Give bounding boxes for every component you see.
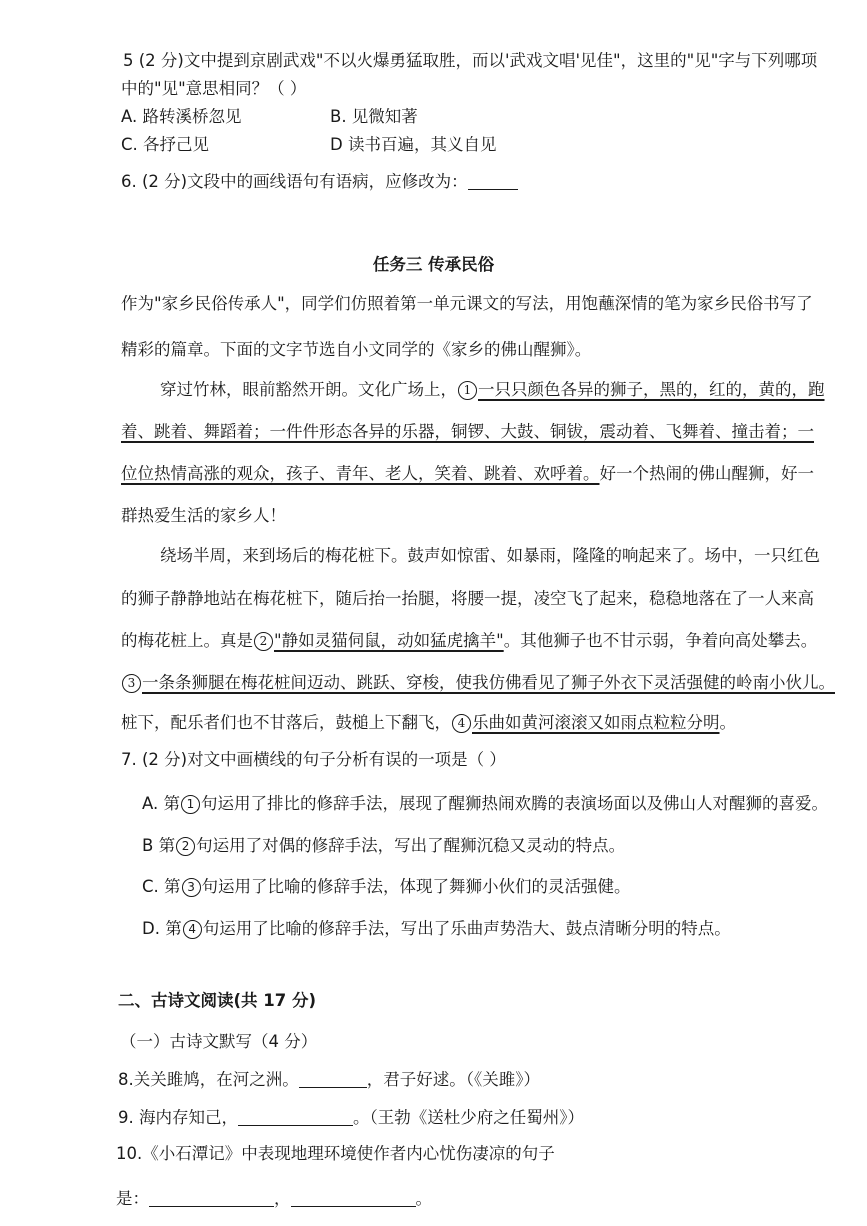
q10-period: 。	[415, 1189, 432, 1208]
q10-blank-1	[149, 1190, 274, 1207]
passage-p2-tail: 。其他狮子也不甘示弱，争着向高处攀去。	[503, 631, 818, 650]
q6-stem: 6. (2 分)文段中的画线语句有语病，应修改为：	[121, 172, 468, 191]
q6-answer-blank	[468, 173, 518, 190]
q7-c-text: 句运用了比喻的修辞手法，体现了舞狮小伙们的灵活强健。	[201, 877, 631, 896]
passage-line7	[121, 632, 817, 651]
q10-stem: 10.《小石潭记》中表现地理环境使作者内心忧伤凄凉的句子	[116, 1144, 555, 1163]
marker-2: 2	[254, 632, 273, 651]
q7-option-a	[142, 795, 828, 814]
q6-line	[121, 173, 518, 191]
marker-3-ref: 3	[182, 878, 201, 897]
q5-option-c: C. 各抒己见	[121, 135, 210, 154]
marker-4-ref: 4	[183, 920, 202, 939]
sentence-1-part2: 着、跳着、舞蹈着；一件件形态各异的乐器，铜锣、大鼓、铜钹，震动着、飞舞着、撞击着；一	[121, 422, 814, 441]
passage-line9	[121, 714, 736, 733]
passage-line8	[121, 674, 835, 693]
marker-3: 3	[122, 674, 141, 693]
q7-a-prefix: A. 第	[142, 794, 180, 813]
passage-p2e-lead: 桩下，配乐者们也不甘落后，鼓槌上下翻飞，	[121, 713, 451, 732]
sentence-3: 一条条狮腿在梅花桩间迈动、跳跃、穿梭，使我仿佛看见了狮子外衣下灵活强健的岭南小伙儿。	[142, 673, 835, 692]
q8-answer-blank	[299, 1071, 367, 1088]
q7-stem: 7. (2 分)对文中画横线的句子分析有误的一项是（ ）	[121, 750, 506, 769]
passage-p2e-tail: 。	[719, 713, 736, 732]
q7-option-d	[142, 920, 731, 939]
passage-line4: 群热爱生活的家乡人！	[121, 506, 286, 525]
q9-line	[118, 1109, 584, 1127]
section2-sub1: （一）古诗文默写（4 分）	[120, 1032, 318, 1051]
q5-stem-line1: 5 (2 分)文中提到京剧武戏"不以火爆勇猛取胜，而以'武戏文唱'见佳"，这里的"见"字与下列哪项	[123, 51, 818, 70]
task3-intro-line1: 作为"家乡民俗传承人"，同学们仿照着第一单元课文的写法，用饱蘸深情的笔为家乡民俗书写了	[121, 294, 813, 313]
passage-p1-lead: 穿过竹林，眼前豁然开朗。文化广场上，	[160, 380, 457, 399]
q7-d-text: 句运用了比喻的修辞手法，写出了乐曲声势浩大、鼓点清晰分明的特点。	[202, 919, 731, 938]
sentence-4: 乐曲如黄河滚滚又如雨点粒粒分明	[472, 713, 720, 732]
passage-line3	[121, 466, 814, 483]
passage-p1-tail: 好一个热闹的佛山醒狮，好一	[599, 464, 814, 483]
q9-text-b: 。（王勃《送杜少府之任蜀州》）	[353, 1108, 584, 1127]
passage-line2	[121, 424, 814, 441]
q9-text-a: 9. 海内存知己，	[118, 1108, 238, 1127]
sentence-1-part3: 位位热情高涨的观众，孩子、青年、老人，笑着、跳着、欢呼着。	[121, 464, 600, 483]
q7-option-b	[142, 837, 625, 856]
q8-text-b: ，君子好逑。（《关雎》）	[366, 1070, 540, 1089]
sentence-2: "静如灵猫伺鼠，动如猛虎擒羊"	[274, 631, 504, 650]
sentence-1-part1: 一只只颜色各异的狮子，黑的，红的，黄的，跑	[478, 380, 825, 399]
q5-option-a: A. 路转溪桥忽见	[121, 107, 242, 126]
section2-title: 二、古诗文阅读(共 17 分)	[118, 991, 317, 1010]
q7-c-prefix: C. 第	[142, 877, 181, 896]
passage-p2-lead: 的梅花桩上。真是	[121, 631, 253, 650]
passage-line6: 的狮子静静地站在梅花桩下，随后抬一抬腿，将腰一提，凌空飞了起来，稳稳地落在了一人来高	[121, 589, 814, 608]
passage-line1	[160, 381, 825, 400]
task3-title: 任务三 传承民俗	[372, 255, 495, 274]
q5-option-b: B. 见微知著	[330, 107, 418, 126]
passage-line5: 绕场半周，来到场后的梅花桩下。鼓声如惊雷、如暴雨，隆隆的响起来了。场中，一只红色	[160, 546, 820, 565]
marker-1: 1	[458, 381, 477, 400]
q5-option-d: D 读书百遍，其义自见	[330, 135, 497, 154]
q9-answer-blank	[238, 1109, 353, 1126]
q8-line	[118, 1071, 540, 1089]
q7-b-prefix: B 第	[142, 836, 176, 855]
q7-d-prefix: D. 第	[142, 919, 182, 938]
q7-a-text: 句运用了排比的修辞手法，展现了醒狮热闹欢腾的表演场面以及佛山人对醒狮的喜爱。	[201, 794, 828, 813]
q5-stem-line2: 中的"见"意思相同？（ ）	[121, 79, 307, 98]
marker-4: 4	[452, 714, 471, 733]
q10-comma: ，	[274, 1189, 291, 1208]
q10-prefix: 是：	[116, 1189, 149, 1208]
q10-answer-line	[116, 1190, 432, 1208]
q7-option-c	[142, 878, 631, 897]
q8-text-a: 8.关关雎鸠，在河之洲。	[118, 1070, 299, 1089]
marker-1-ref: 1	[181, 795, 200, 814]
marker-2-ref: 2	[176, 837, 195, 856]
q7-b-text: 句运用了对偶的修辞手法，写出了醒狮沉稳又灵动的特点。	[196, 836, 626, 855]
q10-blank-2	[291, 1190, 416, 1207]
task3-intro-line2: 精彩的篇章。下面的文字节选自小文同学的《家乡的佛山醒狮》。	[121, 340, 592, 359]
